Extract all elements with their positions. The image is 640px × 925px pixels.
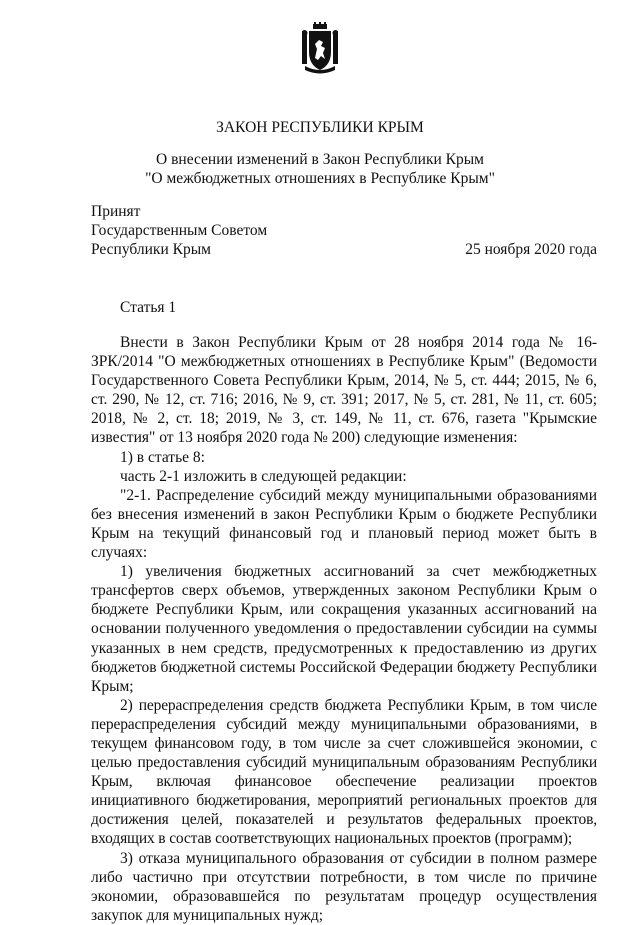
- article-heading: Статья 1: [120, 299, 177, 316]
- adoption-block: [91, 202, 597, 259]
- adopted-row: [91, 240, 597, 259]
- paragraph: "2-1. Распределение субсидий между муниципальными образованиями без внесения изменений в закон Республики Крым о бюджете Республики Крым на текущий финансовый год и плановый период может быть в случаях:: [91, 486, 597, 562]
- paragraph: 1) увеличения бюджетных ассигнований за счет межбюджетных трансфертов сверх объемов, утвержденных законом Республики Крым о бюджете Республики Крым, или сокращения указанных ассигнований на основании полученного уведомления о предоставлении субсидии на суммы указанных в нем средств, предусмотренных к предоставлению из других бюджетов бюджетной системы Российской Федерации бюджету Республики Крым;: [91, 563, 597, 695]
- subtitle-line-2: "О межбюджетных отношениях в Республике Крым": [145, 170, 495, 187]
- crimea-coat-of-arms-icon: [302, 22, 338, 76]
- adoption-date: 25 ноября 2020 года: [465, 241, 597, 258]
- law-title: ЗАКОН РЕСПУБЛИКИ КРЫМ: [216, 119, 424, 136]
- law-body: [91, 333, 597, 925]
- paragraph: часть 2-1 изложить в следующей редакции:: [120, 467, 407, 485]
- adopted-line-2: Государственным Советом: [91, 222, 268, 239]
- paragraph: Внести в Закон Республики Крым от 28 ноября 2014 года № 16-ЗРК/2014 "О межбюджетных отношениях в Республике Крым" (Ведомости Государственного Совета Республики Крым, 2014, № 5, ст. 444; 2015, № 6, ст. 290, № 12, ст. 716; 2016, № 9, ст. 391; 2017, № 5, ст. 281, № 11, ст. 605; 2018, № 2, ст. 18; 2019, № 3, ст. 149, № 11, ст. 676, газета "Крымские известия" от 13 ноября 2020 года № 200) следующие изменения:: [91, 334, 597, 447]
- paragraph: 3) отказа муниципального образования от субсидии в полном размере либо частично при отсутствии потребности, в том числе по причине экономии, образовавшейся по результатам процедур осуществления закупок для муниципальных нужд;: [91, 849, 597, 924]
- subtitle-line-1: О внесении изменений в Закон Республики Крым: [156, 151, 484, 168]
- law-subtitle: [0, 150, 640, 188]
- adopted-line-1: Принят: [91, 203, 141, 220]
- adopted-line-3: Республики Крым: [91, 241, 211, 258]
- paragraph: 1) в статье 8:: [120, 448, 205, 466]
- paragraph: 2) перераспределения средств бюджета Республики Крым, в том числе перераспределения субсидий между муниципальными образованиями, в текущем финансовом году, в том числе за счет сложившейся экономии, с целью предоставления субсидий муниципальным образованиям Республики Крым, включая финансовое обеспечение реализации проектов инициативного бюджетирования, мероприятий региональных проектов для достижения целей, показателей и результатов федеральных проектов, входящих в состав соответствующих национальных проектов (программ);: [91, 696, 597, 848]
